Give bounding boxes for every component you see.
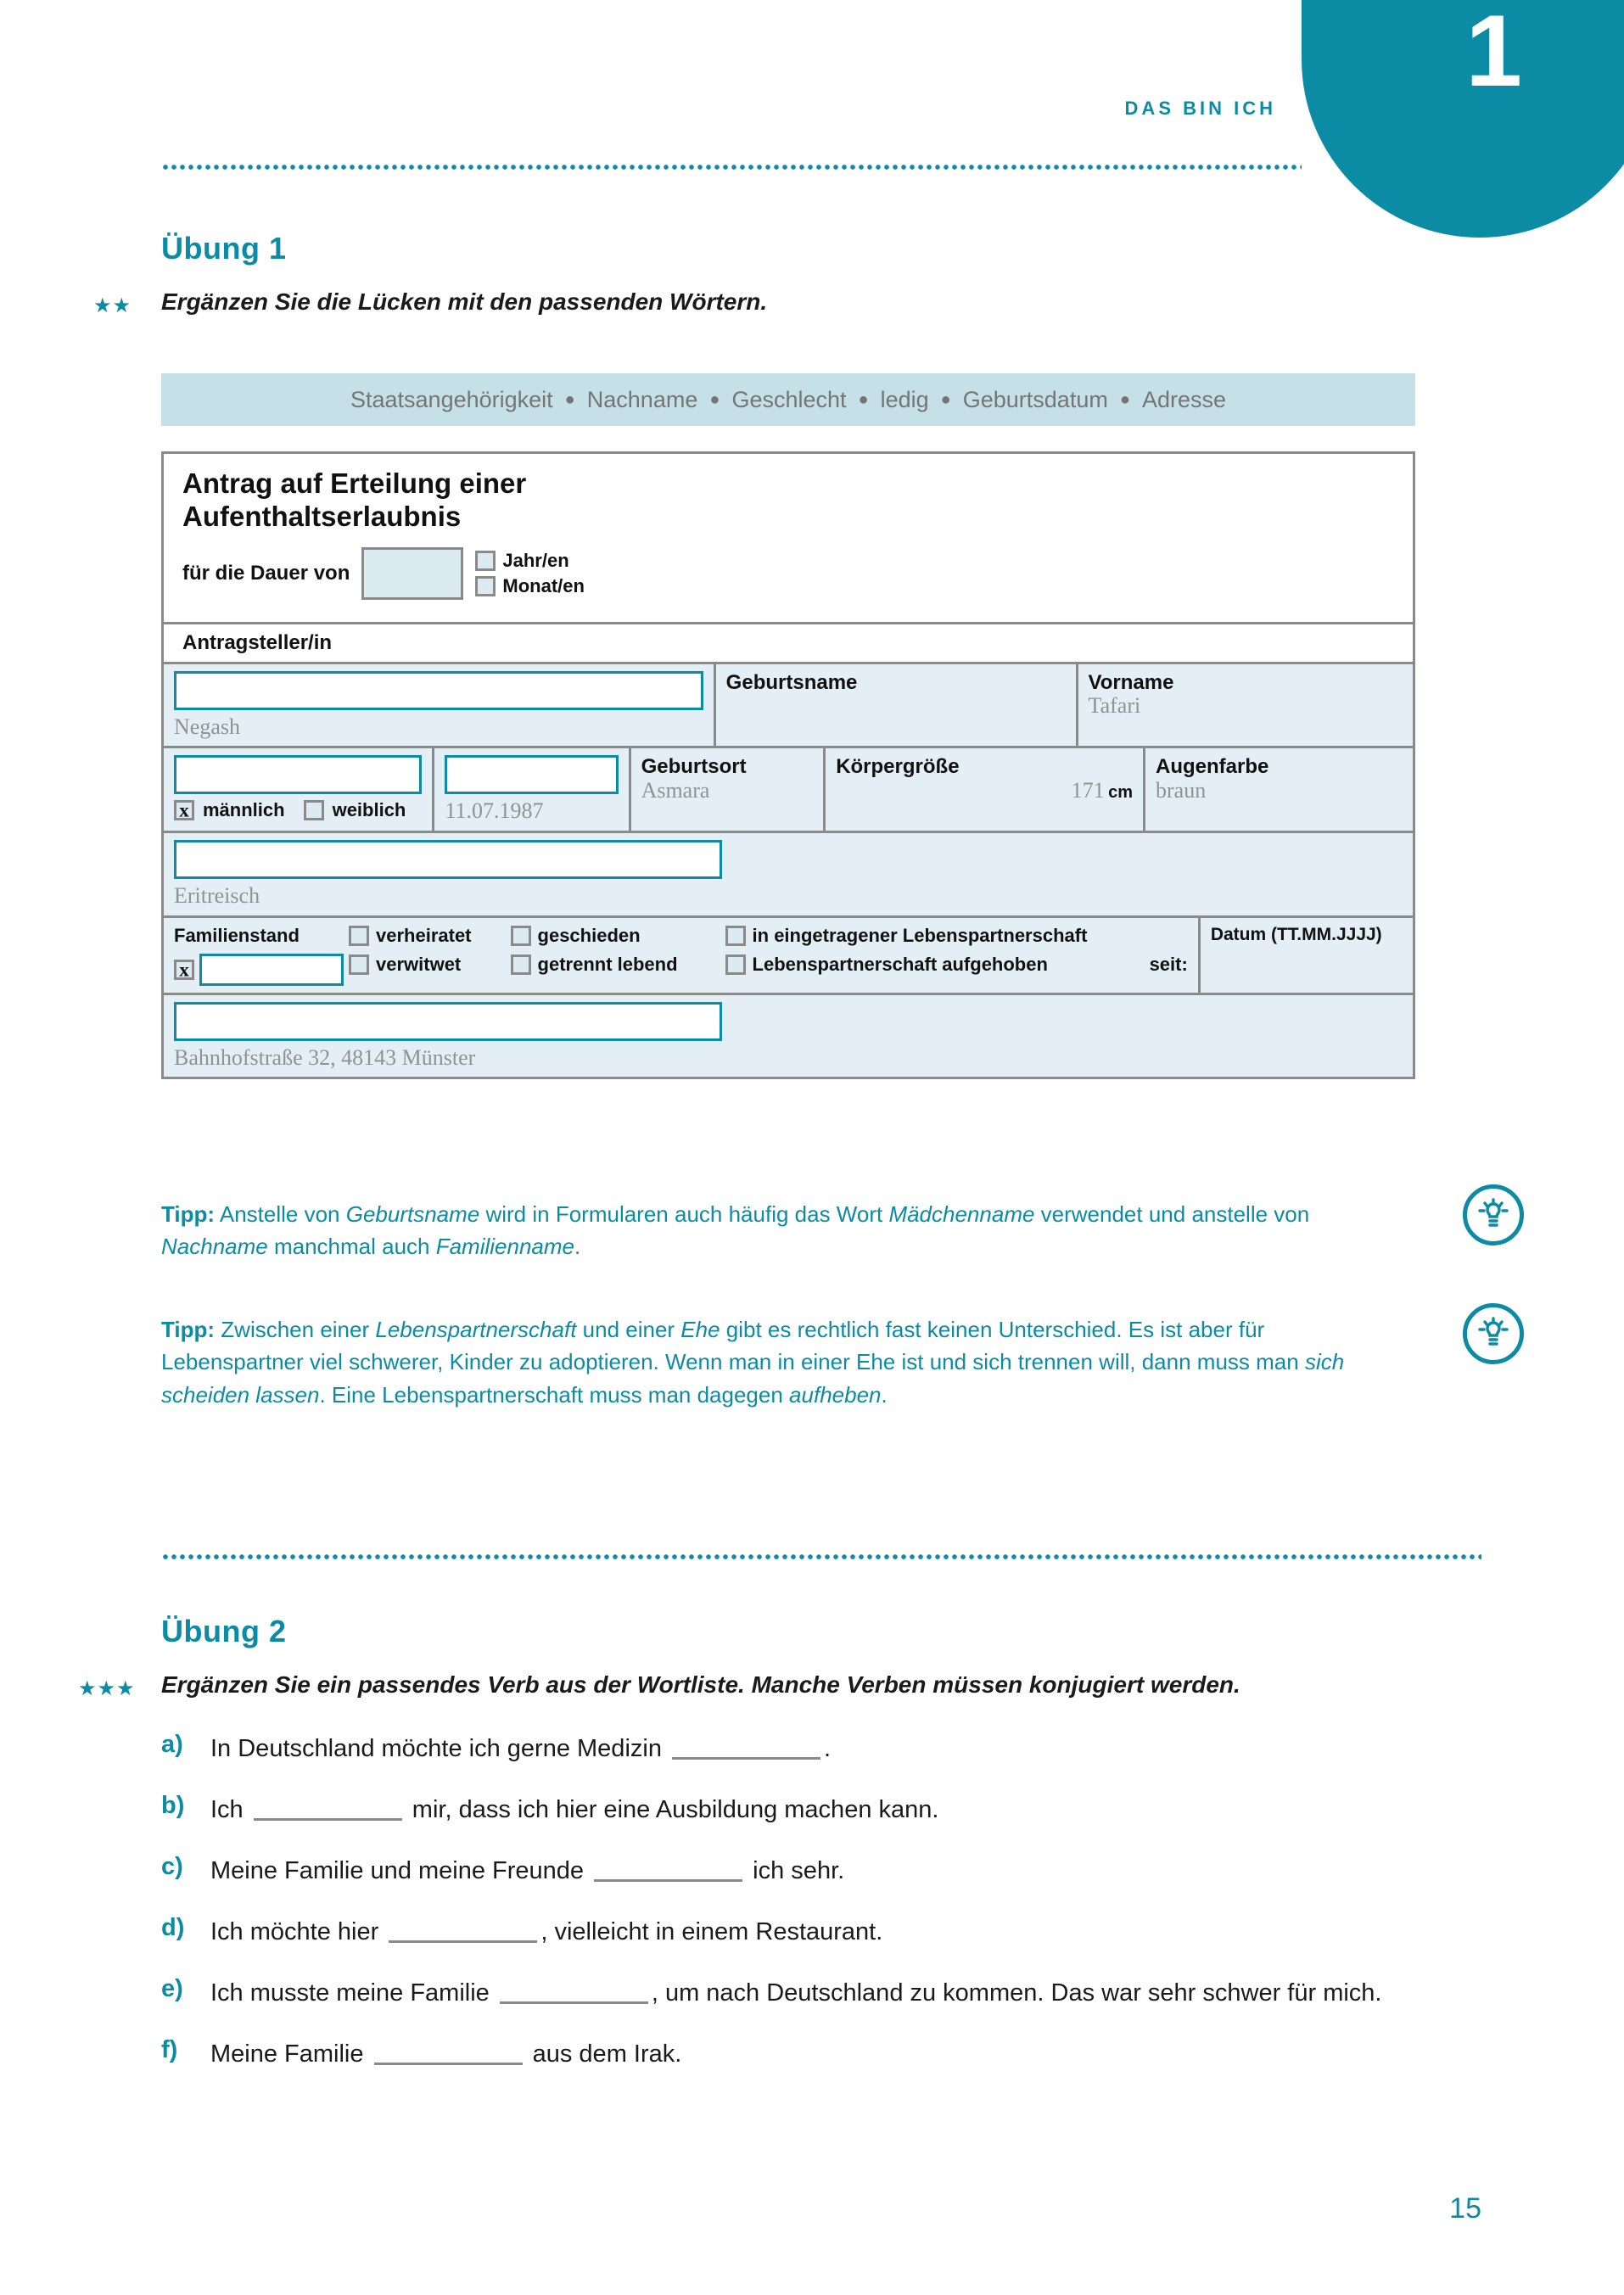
item-text [210,1914,882,1950]
item-text-after: mir, dass ich hier eine Ausbildung machen kann. [405,1796,939,1824]
form-row-names [164,662,1413,747]
value-geburtsname [726,694,1066,723]
form-row-nationality [164,831,1413,915]
list-item [161,1731,1434,1766]
checkbox-geschieden-label: geschieden [537,924,641,946]
cell-staatsangehoerigkeit [164,833,1413,915]
form-row-address [164,993,1413,1078]
answer-nachname: Negash [174,714,240,739]
residence-permit-form [161,451,1415,1079]
answer-blank[interactable] [500,2001,648,2004]
cell-augenfarbe [1143,748,1413,831]
item-text-before: Ich musste meine Familie [210,1979,496,2007]
exercise-2-difficulty-stars: ★★★ [78,1676,136,1700]
cell-datum [1198,918,1413,993]
word-bank-separator-icon: ● [858,389,869,409]
value-datum[interactable] [1211,945,1403,974]
cell-geburtsort [629,748,824,831]
item-text [210,1975,1381,2011]
checkbox-jahre[interactable] [475,551,496,571]
answer-geburtsdatum: 11.07.1987 [445,798,544,824]
word-bank-separator-icon: ● [940,389,951,409]
list-item [161,1853,1434,1889]
item-text [210,1731,831,1766]
word-bank-separator-icon: ● [564,389,575,409]
cell-koerpergroesse [823,748,1143,831]
checkbox-verheiratet-label: verheiratet [376,924,472,946]
cell-geburtsdatum [432,748,628,831]
item-text-before: Meine Familie und meine Freunde [210,1857,591,1885]
tip-2-text: Zwischen einer Lebenspartnerschaft und einer Ehe gibt es rechtlich fast keinen Unterschied. Es ist aber für Lebenspartner viel schwerer, Kinder zu adoptieren. Wenn man in einer Ehe ist und sich trennen will, dann muss man sich scheiden lassen. Eine Lebenspartnerschaft muss man dagegen aufheben. [161,1317,1345,1408]
item-text-after: aus dem Irak. [525,2040,682,2068]
checkbox-monate[interactable] [475,576,496,596]
label-koerpergroesse: Körpergröße [836,755,960,779]
checkbox-monate-label: Monat/en [502,574,585,596]
exercise-1-instruction: Ergänzen Sie die Lücken mit den passenden Wörtern. [161,288,768,315]
answer-staatsangehoerigkeit: Eritreisch [174,883,260,909]
item-letter: a) [161,1731,183,1758]
word-bank-item: Staatsangehörigkeit [350,386,553,412]
answer-koerpergroesse: 171 [1071,778,1105,803]
item-text-before: Meine Familie [210,2040,371,2068]
list-item [161,2036,1434,2072]
form-title [164,454,1413,539]
blank-adresse-input[interactable] [174,1002,722,1041]
item-text [210,1853,844,1889]
form-duration-row [164,539,1413,622]
blank-nachname-input[interactable] [174,671,703,710]
header-dotted-rule [161,163,1302,170]
tip-2-label: Tipp: [161,1317,216,1342]
exercise-2-item-list [161,1731,1434,2097]
item-text-after: ich sehr. [746,1857,845,1885]
word-bank-item: Adresse [1141,386,1226,412]
label-seit: seit: [1149,953,1188,975]
exercise-2-instruction: Ergänzen Sie ein passendes Verb aus der Wortliste. Manche Verben müssen konjugiert werden. [161,1671,1240,1698]
word-bank-separator-icon: ● [709,389,720,409]
answer-blank[interactable] [672,1757,820,1760]
tip-1 [161,1198,1400,1263]
label-geburtsname: Geburtsname [725,670,858,694]
tip-1-label: Tipp: [161,1201,216,1227]
duration-value-input[interactable] [361,547,463,600]
checkbox-verwitwet-label: verwitwet [376,953,462,975]
answer-augenfarbe: braun [1156,778,1207,803]
blank-geschlecht-input[interactable] [174,755,422,794]
answer-blank[interactable] [594,1879,742,1882]
label-augenfarbe: Augenfarbe [1156,755,1269,779]
word-bank-item: Geschlecht [731,386,847,412]
section-divider-dotted-rule [161,1553,1481,1559]
cell-adresse [164,995,1413,1078]
form-title-line-2: Aufenthaltserlaubnis [182,500,462,532]
item-text-before: Ich möchte hier [210,1918,386,1946]
checkbox-getrennt-lebend[interactable] [511,954,531,975]
checkbox-weiblich-label: weiblich [332,799,406,821]
checkbox-maennlich-label: männlich [203,799,285,821]
cell-familienstand [164,918,1198,993]
answer-blank[interactable] [254,1818,402,1821]
label-familienstand: Familienstand [174,924,300,946]
item-text [210,2036,681,2072]
word-bank [161,373,1415,426]
answer-blank[interactable] [374,2063,523,2065]
item-text-before: In Deutschland möchte ich gerne Medizin [210,1735,669,1762]
item-text-before: Ich [210,1796,250,1824]
checkbox-lebenspartnerschaft-aufgehoben[interactable] [725,954,746,975]
word-bank-separator-icon: ● [1119,389,1130,409]
duration-label: für die Dauer von [182,561,350,585]
exercise-1-difficulty-stars: ★★ [93,294,132,317]
chapter-title: DAS BIN ICH [1124,98,1276,119]
checkbox-maennlich[interactable] [174,800,194,820]
word-bank-item: ledig [880,386,929,412]
word-bank-item: Geburtsdatum [962,386,1108,412]
checkbox-lebenspartnerschaft-aufgehoben-label: Lebenspartnerschaft aufgehoben [752,953,1048,975]
cell-nachname [164,664,714,747]
form-title-line-1: Antrag auf Erteilung einer [182,467,527,499]
tip-2 [161,1313,1400,1411]
item-letter: e) [161,1975,183,2003]
item-text-after: , um nach Deutschland zu kommen. Das war sehr schwer für mich. [651,1979,1382,2007]
exercise-2-heading: Übung 2 [161,1614,287,1648]
checkbox-verwitwet[interactable] [349,954,369,975]
answer-blank[interactable] [389,1940,537,1943]
label-vorname: Vorname [1088,670,1174,694]
blank-geburtsdatum-input[interactable] [445,755,618,794]
checkbox-ledig[interactable] [174,960,194,980]
cell-geschlecht [164,748,432,831]
item-text-after: . [824,1735,832,1762]
blank-staatsangehoerigkeit-input[interactable] [174,840,722,879]
applicant-section-label: Antragsteller/in [164,622,1413,662]
lightbulb-icon [1463,1303,1524,1364]
lightbulb-icon [1463,1184,1524,1245]
tip-1-text: Anstelle von Geburtsname wird in Formularen auch häufig das Wort Mädchenname verwendet und anstelle von Nachname manchmal auch Familienname. [161,1201,1310,1260]
checkbox-getrennt-lebend-label: getrennt lebend [537,953,678,975]
blank-ledig-input[interactable] [199,954,344,986]
item-text [210,1792,938,1828]
list-item [161,1975,1434,2011]
answer-adresse: Bahnhofstraße 32, 48143 Münster [174,1044,476,1070]
chapter-corner-shape [1302,0,1624,238]
checkbox-eingetragene-lebenspartnerschaft-label: in eingetragener Lebenspartnerschaft [752,924,1088,946]
label-datum: Datum (TT.MM.JJJJ) [1210,924,1382,944]
checkbox-verheiratet[interactable] [349,926,369,946]
form-row-marital-status [164,915,1413,993]
cell-geburtsname [714,664,1076,747]
answer-vorname: Tafari [1088,693,1141,719]
word-bank-item: Nachname [586,386,698,412]
form-row-gender-birth [164,746,1413,831]
item-letter: d) [161,1914,185,1942]
item-letter: f) [161,2036,178,2064]
answer-geburtsort: Asmara [641,778,710,803]
checkbox-geschieden[interactable] [511,926,531,946]
unit-cm-label: cm [1108,783,1134,803]
list-item [161,1914,1434,1950]
checkbox-jahre-label: Jahr/en [502,549,569,571]
page-number: 15 [1449,2192,1481,2225]
item-letter: c) [161,1853,183,1881]
checkbox-weiblich[interactable] [304,800,324,820]
cell-vorname [1076,664,1413,747]
exercise-1-heading: Übung 1 [161,231,287,266]
list-item [161,1792,1434,1828]
item-letter: b) [161,1792,185,1820]
chapter-number: 1 [1465,0,1522,108]
item-text-after: , vielleicht in einem Restaurant. [540,1918,883,1946]
checkbox-eingetragene-lebenspartnerschaft[interactable] [725,926,746,946]
label-geburtsort: Geburtsort [641,755,747,779]
